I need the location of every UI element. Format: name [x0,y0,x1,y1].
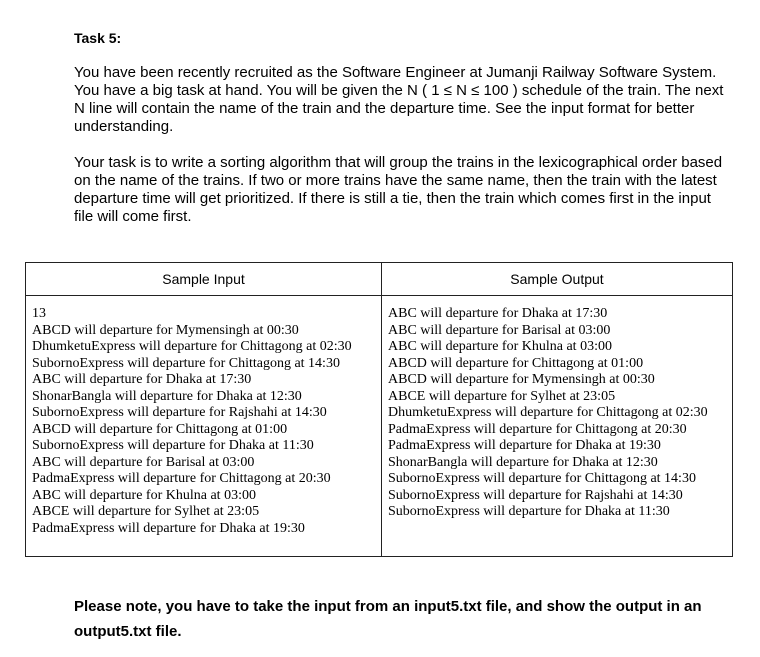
sample-output-header: Sample Output [382,263,732,296]
sample-input-line: 13 [32,306,46,321]
sample-output-line: SubornoExpress will departure for Dhaka at 11:30 [388,504,670,519]
sample-input-line: ABC will departure for Khulna at 03:00 [32,487,256,503]
sample-output-line: SubornoExpress will departure for Chittagong at 14:30 [388,471,696,486]
sample-output-line: PadmaExpress will departure for Dhaka at 19:30 [388,438,661,453]
sample-output-line: ABC will departure for Barisal at 03:00 [388,322,611,338]
sample-input-line: ABCD will departure for Mymensingh at 00:30 [32,322,299,338]
sample-output-line: DhumketuExpress will departure for Chittagong at 02:30 [388,405,708,420]
sample-output-line: ABC will departure for Dhaka at 17:30 [388,306,608,321]
task-description-paragraph: You have been recently recruited as the Software Engineer at Jumanji Railway Software System. You have a big task at hand. You will be given the N ( 1 ≤ N ≤ 100 ) schedule of the train. The next N line will contain the name of the train and the departure time. See the input format for better understanding. [74,64,724,135]
sample-input-line: DhumketuExpress will departure for Chittagong at 02:30 [32,339,352,354]
sample-input-line: ABCE will departure for Sylhet at 23:05 [32,504,260,519]
sample-output-column [382,263,732,556]
sample-output-line: ShonarBangla will departure for Dhaka at 12:30 [388,454,658,470]
task-title: Task 5: [74,30,122,46]
sample-output-line: ABCE will departure for Sylhet at 23:05 [388,388,616,404]
sample-output-list [382,296,732,521]
sample-input-header: Sample Input [26,263,381,296]
file-io-note: Please note, you have to take the input from an input5.txt file, and show the output in an output5.txt file. [74,598,702,640]
sample-output-line: SubornoExpress will departure for Rajshahi at 14:30 [388,487,683,503]
sample-output-line: ABCD will departure for Chittagong at 01:00 [388,355,644,371]
sample-output-line: ABCD will departure for Mymensingh at 00:30 [388,372,655,387]
sample-output-line: ABC will departure for Khulna at 03:00 [388,339,612,354]
sample-input-line: ShonarBangla will departure for Dhaka at 12:30 [32,388,302,404]
sample-input-line: SubornoExpress will departure for Chittagong at 14:30 [32,355,340,371]
sample-input-line: SubornoExpress will departure for Dhaka at 11:30 [32,438,314,453]
sample-input-list [26,296,381,537]
sample-output-line: PadmaExpress will departure for Chittagong at 20:30 [388,421,687,437]
sample-input-line: SubornoExpress will departure for Rajshahi at 14:30 [32,405,327,420]
sample-io-table [25,262,733,557]
sample-input-line: PadmaExpress will departure for Chittagong at 20:30 [32,471,331,486]
sample-input-column [26,263,382,556]
sample-input-line: ABCD will departure for Chittagong at 01:00 [32,421,288,437]
sample-input-line: PadmaExpress will departure for Dhaka at 19:30 [32,520,305,536]
sample-input-line: ABC will departure for Dhaka at 17:30 [32,372,252,387]
sample-input-line: ABC will departure for Barisal at 03:00 [32,454,255,470]
task-requirement-paragraph: Your task is to write a sorting algorithm that will group the trains in the lexicographical order based on the name of the trains. If two or more trains have the same name, then the train with the latest departure time will get prioritized. If there is still a tie, then the train which comes first in the input file will come first. [74,154,723,225]
